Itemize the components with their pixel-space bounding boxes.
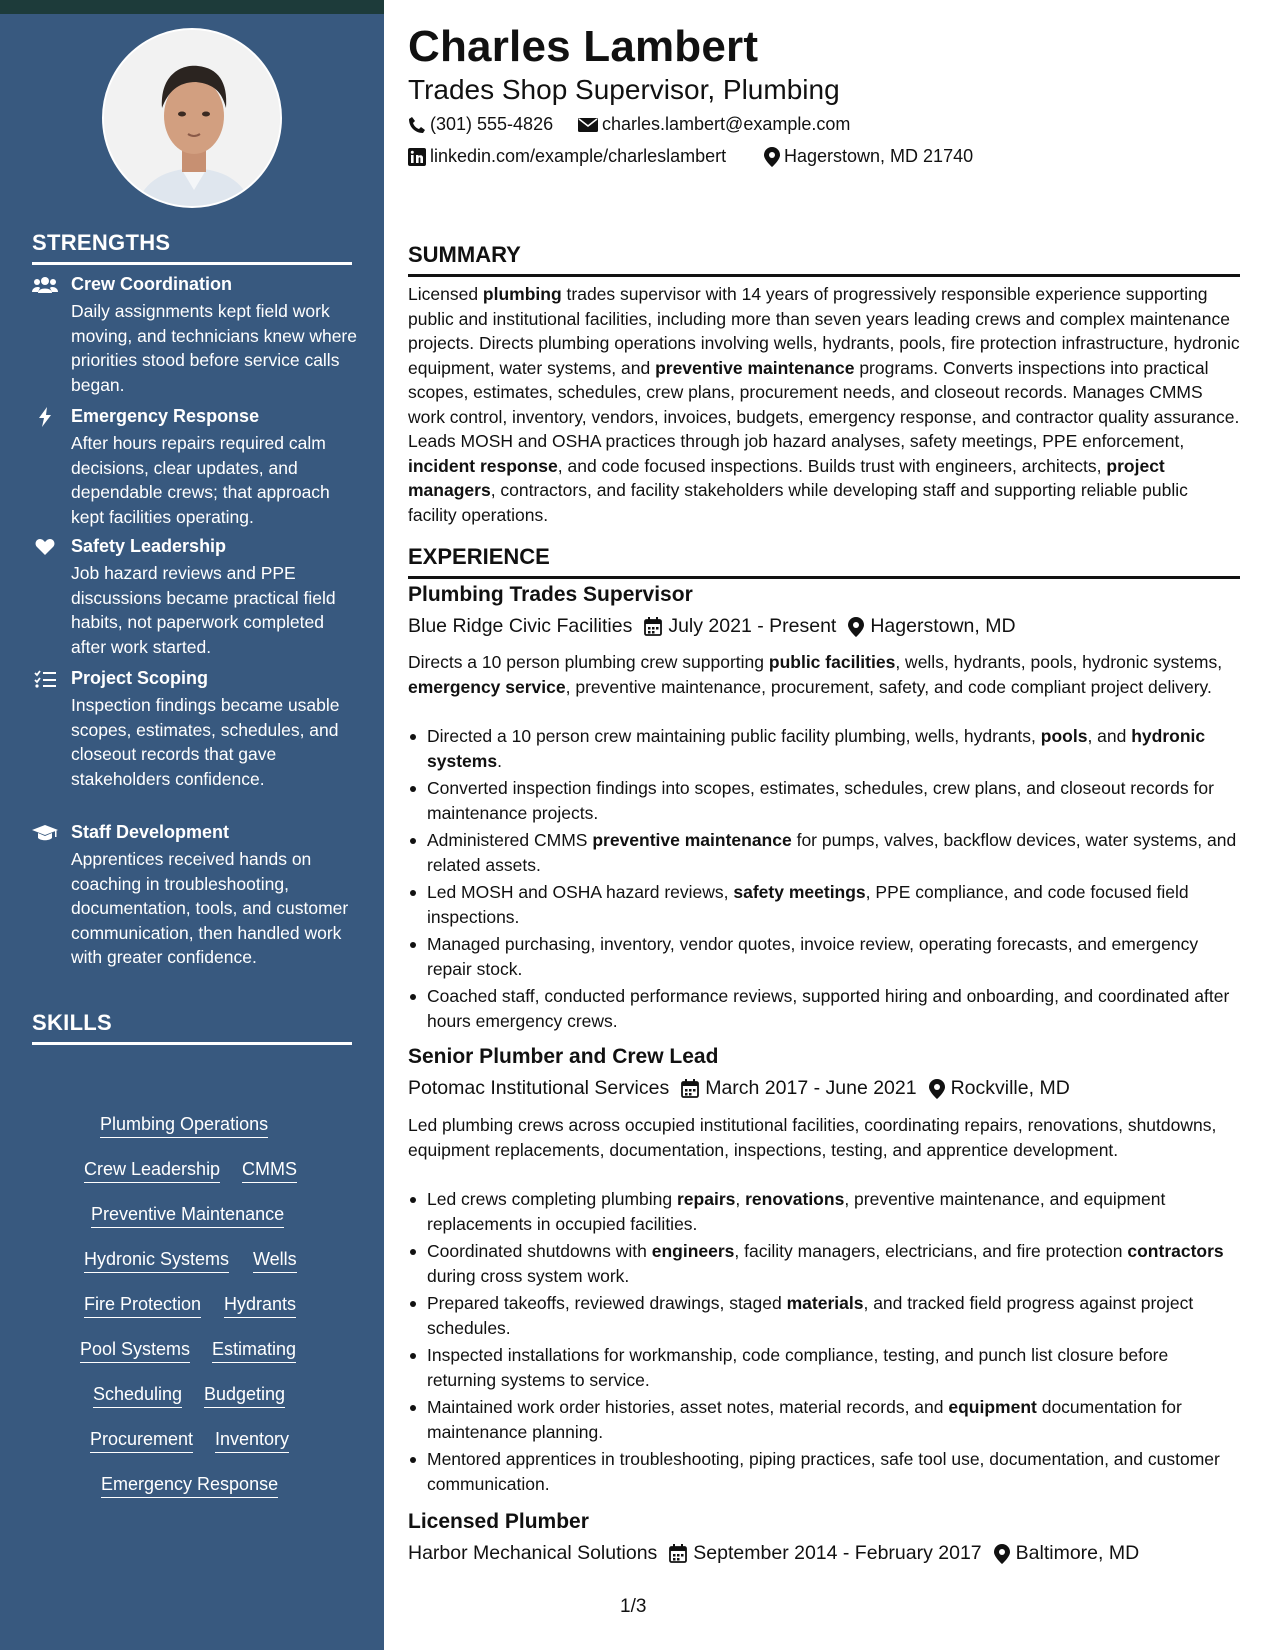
skill-tag: Pool Systems [80,1337,190,1363]
skill-tag: Scheduling [93,1382,182,1408]
bullet-item [408,1447,1240,1496]
job-summary [408,1113,1240,1162]
skill-tag: Budgeting [204,1382,285,1408]
strength-desc: Daily assignments kept field work moving, and technicians knew where priorities stood before service calls began. [71,301,357,395]
text-run: , [735,1189,746,1209]
map-pin-icon [929,1079,945,1099]
envelope-icon [578,117,598,133]
text-run: , wells, hydrants, pools, hydronic systems, [895,652,1223,672]
skill-tag: Fire Protection [84,1292,201,1318]
skill-tag: Crew Leadership [84,1157,220,1183]
bold-keyword: equipment [948,1397,1037,1417]
job-dates: July 2021 - Present [668,615,837,637]
users-icon [32,274,58,296]
summary-heading: SUMMARY [408,242,1240,277]
text-run: . [497,750,502,771]
job-location: Rockville, MD [950,1077,1070,1099]
bullet-item [408,880,1240,929]
sidebar [0,0,384,1650]
location-text: Hagerstown, MD 21740 [784,146,974,166]
strength-title: Staff Development [71,822,230,842]
graduation-cap-icon [32,822,58,844]
calendar-icon [644,617,662,636]
job-meta [408,615,1016,638]
map-pin-icon [994,1544,1010,1564]
skill-tag: Procurement [90,1427,193,1453]
bullet-item [408,932,1240,981]
job-location: Hagerstown, MD [870,615,1016,637]
job-title: Senior Plumber and Crew Lead [408,1045,719,1068]
strength-desc: Inspection findings became usable scopes, estimates, schedules, and closeout records that gave stakeholders confidence. [71,695,340,789]
bullet-item [408,1239,1240,1288]
job-company: Harbor Mechanical Solutions [408,1542,658,1564]
bold-keyword: repairs [677,1189,736,1209]
strength-title: Crew Coordination [71,274,232,294]
skill-tag: Emergency Response [101,1472,278,1498]
bold-keyword: public facilities [768,652,896,672]
text-run: Administered CMMS [427,830,593,850]
job-company: Potomac Institutional Services [408,1077,670,1099]
text-run: Directs a 10 person plumbing crew supporting [408,652,769,672]
bold-keyword: engineers [651,1241,735,1261]
bullet-item [408,724,1240,773]
bullet-item [408,1291,1240,1340]
candidate-title: Trades Shop Supervisor, Plumbing [408,74,840,105]
candidate-name: Charles Lambert [408,22,759,71]
job-meta [408,1542,1139,1565]
map-pin-icon [764,147,780,167]
bold-keyword: hydronic systems [427,726,1206,771]
text-run: trades supervisor with 14 years of progressively responsible experience supporting public and institutional facilities, including more than seven years leading crews and complex maintenance projects. Directs plumbing operations involving wells, hydrants, pools, fire protection infrastructure, hydronic equipment, water systems, and [408,284,1240,378]
text-run: Led plumbing crews across occupied institutional facilities, coordinating repairs, renovations, shutdowns, equipment replacements, documentation, inspections, testing, and apprentice development. [408,1115,1217,1160]
job-dates: March 2017 - June 2021 [705,1077,917,1099]
strength-title: Project Scoping [71,668,209,688]
contact-linkedin[interactable] [408,146,726,167]
job-company: Blue Ridge Civic Facilities [408,615,633,637]
strength-desc: After hours repairs required calm decisions, clear updates, and dependable crews; that approach kept facilities operating. [71,433,330,527]
text-run: Coached staff, conducted performance reviews, supported hiring and onboarding, and coordinated after hours emergency crews. [427,986,1230,1031]
strength-title: Safety Leadership [71,536,227,556]
text-run: during cross system work. [427,1265,630,1286]
job-bullets [408,1187,1240,1499]
bold-keyword: incident response [408,455,558,476]
bold-keyword: renovations [745,1189,845,1209]
experience-heading: EXPERIENCE [408,544,1240,579]
bold-keyword: preventive maintenance [655,357,855,378]
linkedin-icon [408,148,426,166]
bold-keyword: emergency service [408,676,566,697]
sidebar-top-bar [0,0,384,14]
text-run: documentation for maintenance planning. [427,1397,1182,1442]
email-text: charles.lambert@example.com [602,114,851,134]
calendar-icon [681,1079,699,1098]
skill-tag: Hydrants [224,1292,296,1318]
contact-email[interactable] [578,114,850,135]
skill-tag: Inventory [215,1427,289,1453]
job-dates: September 2014 - February 2017 [693,1542,982,1564]
text-run: Mentored apprentices in troubleshooting, piping practices, safe tool use, documentation, and customer communication. [427,1449,1220,1494]
text-run: Led MOSH and OSHA hazard reviews, [427,882,734,902]
skill-tag: Hydronic Systems [84,1247,229,1273]
text-run: , preventive maintenance, procurement, safety, and code compliant project delivery. [565,676,1212,697]
text-run: , and tracked field progress against project schedules. [427,1293,1194,1338]
skill-tag: Estimating [212,1337,296,1363]
map-pin-icon [848,617,864,637]
heart-icon [32,536,58,558]
strength-desc: Apprentices received hands on coaching in troubleshooting, documentation, tools, and customer communication, then handled work with greater confidence. [71,849,349,967]
bold-keyword: safety meetings [733,882,866,902]
skill-tag: CMMS [242,1157,297,1183]
text-run: Prepared takeoffs, reviewed drawings, staged [427,1293,787,1313]
job-location: Baltimore, MD [1015,1542,1140,1564]
skill-tag: Wells [253,1247,297,1273]
text-run: Coordinated shutdowns with [427,1241,652,1261]
job-title: Licensed Plumber [408,1510,589,1533]
job-meta [408,1077,1070,1100]
page-number: 1/3 [620,1596,647,1617]
text-run: , contractors, and facility stakeholders while developing staff and supporting reliable public facility operations. [408,480,1188,525]
bold-keyword: preventive maintenance [592,830,792,850]
text-run: Maintained work order histories, asset notes, material records, and [427,1397,949,1417]
bullet-item [408,1187,1240,1236]
contact-phone[interactable] [408,114,553,135]
skill-tag: Plumbing Operations [100,1112,268,1138]
text-run: Managed purchasing, inventory, vendor quotes, invoice review, operating forecasts, and emergency repair stock. [427,934,1199,979]
profile-photo [102,28,282,208]
skills-heading: SKILLS [32,1010,352,1045]
bullet-item [408,1343,1240,1392]
bold-keyword: materials [786,1293,864,1313]
phone-text: (301) 555-4826 [430,114,554,134]
job-title: Plumbing Trades Supervisor [408,583,693,606]
skill-tag: Preventive Maintenance [91,1202,284,1228]
summary-text [408,282,1240,527]
text-run: Inspected installations for workmanship, code compliance, testing, and punch list closure before returning systems to service. [427,1345,1169,1390]
strength-desc: Job hazard reviews and PPE discussions became practical field habits, not paperwork completed after work started. [71,563,336,657]
strengths-heading: STRENGTHS [32,230,352,265]
bolt-icon [32,406,58,428]
text-run: , preventive maintenance, and equipment replacements in occupied facilities. [427,1189,1166,1234]
text-run: , facility managers, electricians, and fire protection [734,1241,1128,1261]
list-check-icon [32,668,58,690]
phone-icon [408,116,426,134]
text-run: for pumps, valves, backflow devices, water systems, and related assets. [427,830,1237,875]
text-run: Licensed [408,284,483,304]
text-run: , and [1087,726,1132,746]
bullet-item [408,1395,1240,1444]
job-summary [408,650,1240,699]
text-run: Converted inspection findings into scopes, estimates, schedules, crew plans, and closeout records for maintenance projects. [427,778,1214,823]
text-run: , PPE compliance, and code focused field inspections. [427,882,1189,927]
linkedin-text: linkedin.com/example/charleslambert [430,146,727,166]
bullet-item [408,776,1240,825]
text-run: Directed a 10 person crew maintaining public facility plumbing, wells, hydrants, [427,726,1041,746]
bold-keyword: contractors [1127,1241,1224,1261]
contact-location [764,146,973,167]
bullet-item [408,828,1240,877]
bold-keyword: project managers [408,455,1165,500]
bullet-item [408,984,1240,1033]
text-run: , and code focused inspections. Builds trust with engineers, architects, [557,455,1107,476]
bold-keyword: plumbing [482,284,562,304]
calendar-icon [669,1544,687,1563]
job-bullets [408,724,1240,1036]
text-run: Led crews completing plumbing [427,1189,677,1209]
text-run: programs. Converts inspections into practical scopes, estimates, schedules, crew plans, procurement needs, and closeout records. Manages CMMS work control, inventory, vendors, invoices, budgets, emergency response, and contractor quality assurance. Leads MOSH and OSHA practices through job hazard analyses, safety meetings, PPE enforcement, [408,357,1240,451]
strength-title: Emergency Response [71,406,260,426]
bold-keyword: pools [1040,726,1088,746]
